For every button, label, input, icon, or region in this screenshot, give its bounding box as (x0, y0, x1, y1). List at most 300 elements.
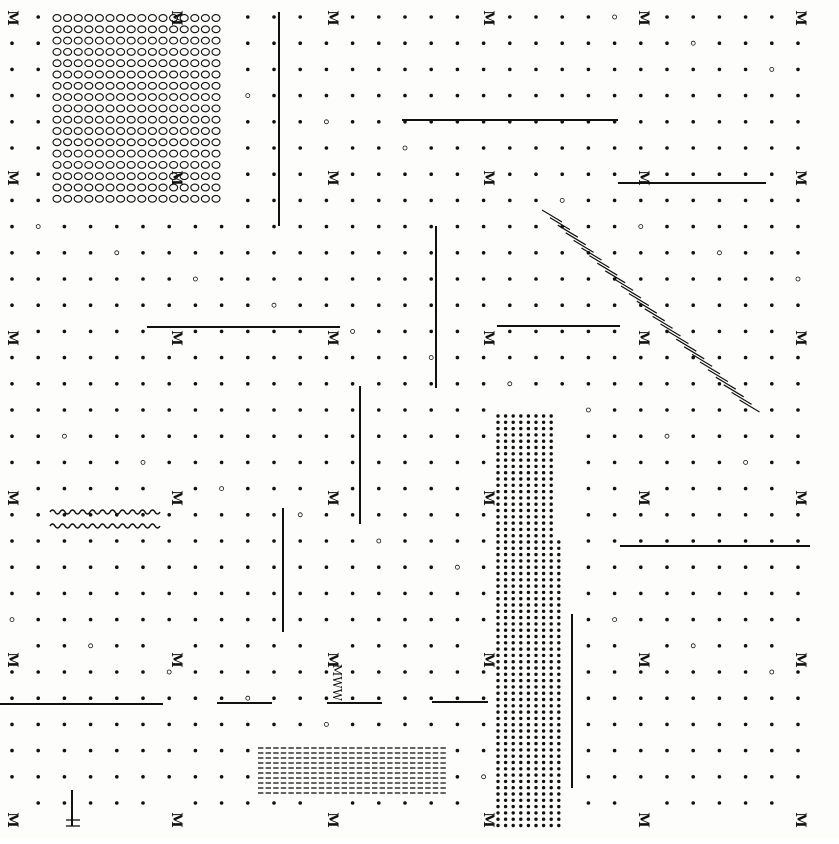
dense-dot (527, 433, 530, 436)
grid-dot (456, 461, 460, 465)
dense-dot (519, 811, 522, 814)
dense-dot (527, 509, 530, 512)
grid-dot (508, 146, 512, 150)
circle-mark (85, 15, 93, 22)
circle-mark (106, 105, 114, 112)
m-marker: M (635, 490, 651, 506)
dense-dot (519, 629, 522, 632)
dense-dot (557, 654, 560, 657)
dense-dot (557, 786, 560, 789)
grid-dot (534, 199, 538, 203)
dense-dot (512, 799, 515, 802)
dense-dot (534, 610, 537, 613)
dense-dot (534, 786, 537, 789)
dense-dot (519, 685, 522, 688)
dense-dot (534, 572, 537, 575)
grid-dot (403, 408, 407, 412)
grid-dot (456, 356, 460, 360)
dense-dot (512, 446, 515, 449)
grid-dot (456, 330, 460, 334)
grid-dot (718, 120, 722, 124)
dense-dot (542, 799, 545, 802)
grid-dot (560, 68, 564, 72)
dense-dot (542, 515, 545, 518)
circle-mark (127, 60, 135, 67)
grid-dot (587, 749, 591, 753)
dense-dot (542, 629, 545, 632)
grid-dot (403, 330, 407, 334)
dense-dot (557, 629, 560, 632)
dense-dot (542, 603, 545, 606)
grid-dot (377, 277, 381, 281)
m-marker: M (4, 812, 20, 828)
circle-mark (53, 37, 61, 44)
grid-dot (115, 592, 119, 596)
grid-dot (10, 749, 14, 753)
grid-dot (456, 15, 460, 19)
grid-dot (63, 487, 67, 491)
grid-dot (167, 618, 171, 622)
dense-dot (504, 723, 507, 726)
grid-dot (429, 94, 433, 98)
grid-dot (141, 251, 145, 255)
grid-dot (613, 565, 617, 569)
dense-dot (527, 534, 530, 537)
grid-dot (167, 723, 171, 727)
circle-mark (159, 82, 167, 89)
dense-dot (504, 578, 507, 581)
grid-dot (587, 303, 591, 307)
grid-dot (403, 41, 407, 45)
grid-dot (770, 356, 774, 360)
dense-dot (542, 742, 545, 745)
m-marker: M (4, 490, 20, 506)
grid-ring (89, 644, 93, 648)
dense-dot (504, 660, 507, 663)
dense-dot (519, 654, 522, 657)
grid-dot (665, 94, 669, 98)
m-marker: M (480, 170, 496, 186)
dense-dot (550, 465, 553, 468)
circle-mark (106, 173, 114, 180)
m-marker: M (168, 330, 184, 346)
grid-dot (770, 801, 774, 805)
m-marker: M (168, 652, 184, 668)
circle-mark (127, 150, 135, 157)
dense-dot (527, 647, 530, 650)
circle-mark (180, 128, 188, 135)
grid-dot (63, 356, 67, 360)
circle-mark (74, 139, 82, 146)
grid-dot (587, 487, 591, 491)
dense-dot (557, 717, 560, 720)
m-marker: M (324, 170, 340, 186)
dense-dot (550, 452, 553, 455)
grid-dot (718, 382, 722, 386)
dense-dot (496, 534, 499, 537)
dense-dot (527, 818, 530, 821)
grid-dot (403, 68, 407, 72)
dense-dot (496, 729, 499, 732)
dense-dot (504, 792, 507, 795)
grid-dot (482, 513, 486, 517)
circle-mark (74, 128, 82, 135)
grid-dot (272, 225, 276, 229)
circle-mark (138, 116, 146, 123)
dense-dot (504, 452, 507, 455)
grid-ring (508, 382, 512, 386)
grid-dot (691, 565, 695, 569)
dense-dot (534, 685, 537, 688)
grid-dot (691, 120, 695, 124)
dense-dot (542, 679, 545, 682)
grid-dot (770, 434, 774, 438)
grid-dot (770, 15, 774, 19)
dense-dot (542, 610, 545, 613)
grid-dot (613, 487, 617, 491)
dense-dot (504, 742, 507, 745)
dense-dot (550, 603, 553, 606)
grid-dot (770, 330, 774, 334)
grid-dot (456, 801, 460, 805)
grid-dot (403, 225, 407, 229)
dense-dot (496, 780, 499, 783)
dense-dot (504, 553, 507, 556)
dense-dot (527, 679, 530, 682)
grid-dot (770, 382, 774, 386)
grid-dot (194, 565, 198, 569)
dense-dot (534, 509, 537, 512)
grid-dot (639, 356, 643, 360)
dense-dot (542, 818, 545, 821)
grid-ring (115, 251, 119, 255)
dense-dot (504, 729, 507, 732)
dense-dot (504, 414, 507, 417)
circle-mark (64, 82, 72, 89)
dense-dot (550, 666, 553, 669)
grid-dot (89, 225, 93, 229)
grid-dot (429, 592, 433, 596)
grid-ring (298, 513, 302, 517)
grid-dot (298, 670, 302, 674)
circle-mark (106, 162, 114, 169)
dense-dot (496, 755, 499, 758)
tilde-wave (50, 524, 160, 528)
grid-dot (194, 696, 198, 700)
grid-dot (377, 565, 381, 569)
grid-dot (665, 251, 669, 255)
grid-dot (770, 251, 774, 255)
grid-dot (272, 565, 276, 569)
grid-dot (115, 408, 119, 412)
circle-mark (148, 128, 156, 135)
dense-dot (550, 811, 553, 814)
dense-dot (550, 704, 553, 707)
grid-dot (351, 461, 355, 465)
grid-dot (351, 41, 355, 45)
dense-dot (519, 521, 522, 524)
dense-dot (550, 755, 553, 758)
dense-dot (519, 723, 522, 726)
dense-dot (519, 578, 522, 581)
circle-mark (159, 139, 167, 146)
grid-dot (744, 723, 748, 727)
dense-dot (519, 559, 522, 562)
grid-dot (665, 356, 669, 360)
dense-dot (527, 440, 530, 443)
circle-mark (85, 49, 93, 56)
dense-dot (557, 780, 560, 783)
grid-dot (482, 461, 486, 465)
grid-dot (665, 618, 669, 622)
grid-dot (718, 749, 722, 753)
grid-dot (220, 382, 224, 386)
grid-dot (377, 120, 381, 124)
grid-dot (691, 618, 695, 622)
circle-mark (106, 150, 114, 157)
circle-mark (127, 15, 135, 22)
grid-dot (246, 644, 250, 648)
grid-dot (36, 696, 40, 700)
grid-dot (63, 723, 67, 727)
circle-mark (127, 26, 135, 33)
circle-mark (170, 139, 178, 146)
dense-dot (519, 792, 522, 795)
grid-dot (167, 225, 171, 229)
dense-dot (519, 647, 522, 650)
dense-dot (550, 729, 553, 732)
circle-mark (74, 71, 82, 78)
grid-dot (115, 723, 119, 727)
grid-dot (325, 251, 329, 255)
dense-dot (550, 818, 553, 821)
circle-mark (148, 105, 156, 112)
circle-mark (117, 15, 125, 22)
grid-dot (560, 277, 564, 281)
dense-dot (496, 811, 499, 814)
grid-dot (691, 461, 695, 465)
dense-dot (504, 427, 507, 430)
dense-dot (527, 723, 530, 726)
grid-dot (744, 539, 748, 543)
dense-dot (512, 679, 515, 682)
dense-dot (557, 824, 560, 827)
dense-dot (550, 521, 553, 524)
dense-dot (550, 440, 553, 443)
dense-dot (542, 509, 545, 512)
grid-dot (403, 513, 407, 517)
grid-dot (298, 94, 302, 98)
grid-ring (796, 277, 800, 281)
dense-dot (512, 748, 515, 751)
dense-dot (512, 786, 515, 789)
grid-dot (167, 382, 171, 386)
dense-dot (557, 748, 560, 751)
dense-dot (542, 786, 545, 789)
grid-dot (63, 461, 67, 465)
dense-dot (557, 799, 560, 802)
grid-dot (613, 330, 617, 334)
grid-dot (639, 120, 643, 124)
grid-dot (456, 487, 460, 491)
circle-mark (85, 173, 93, 180)
circle-mark (201, 71, 209, 78)
grid-dot (403, 199, 407, 203)
grid-dot (325, 434, 329, 438)
slash-mark (700, 362, 720, 374)
m-marker: M (324, 812, 340, 828)
dense-dot (527, 477, 530, 480)
dense-dot (550, 692, 553, 695)
grid-dot (744, 801, 748, 805)
dense-dot (542, 534, 545, 537)
grid-dot (718, 723, 722, 727)
grid-dot (456, 749, 460, 753)
grid-dot (691, 303, 695, 307)
grid-dot (403, 487, 407, 491)
dense-dot (534, 799, 537, 802)
grid-dot (89, 565, 93, 569)
dense-dot (534, 729, 537, 732)
dense-dot (534, 761, 537, 764)
dense-dot (527, 799, 530, 802)
grid-dot (534, 225, 538, 229)
grid-dot (587, 513, 591, 517)
grid-dot (246, 251, 250, 255)
dense-dot (504, 610, 507, 613)
grid-dot (36, 356, 40, 360)
grid-dot (508, 225, 512, 229)
grid-dot (718, 303, 722, 307)
grid-dot (351, 382, 355, 386)
grid-dot (639, 434, 643, 438)
circle-mark (138, 94, 146, 101)
grid-dot (115, 801, 119, 805)
m-marker: M (324, 10, 340, 26)
dense-dot (557, 547, 560, 550)
grid-dot (665, 487, 669, 491)
slash-mark (661, 324, 681, 336)
dense-dot (496, 786, 499, 789)
grid-dot (744, 408, 748, 412)
grid-dot (325, 303, 329, 307)
grid-dot (141, 408, 145, 412)
grid-dot (272, 68, 276, 72)
grid-dot (665, 539, 669, 543)
circle-mark (64, 195, 72, 202)
grid-dot (272, 251, 276, 255)
dense-dot (496, 824, 499, 827)
dense-dot (504, 503, 507, 506)
dense-dot (527, 710, 530, 713)
dense-dot (550, 780, 553, 783)
circle-mark (191, 195, 199, 202)
dense-dot (504, 477, 507, 480)
grid-dot (429, 539, 433, 543)
dense-dot (527, 767, 530, 770)
dense-dot (534, 603, 537, 606)
dense-dot (542, 717, 545, 720)
grid-dot (272, 513, 276, 517)
dense-dot (534, 773, 537, 776)
dense-dot (512, 471, 515, 474)
dense-dot (527, 578, 530, 581)
grid-dot (141, 356, 145, 360)
dense-dot (534, 811, 537, 814)
circle-mark (159, 71, 167, 78)
circle-mark (64, 37, 72, 44)
dense-dot (527, 584, 530, 587)
circle-mark (201, 15, 209, 22)
grid-dot (10, 303, 14, 307)
grid-dot (272, 146, 276, 150)
dense-dot (512, 723, 515, 726)
grid-dot (36, 277, 40, 281)
grid-dot (115, 461, 119, 465)
dense-dot (557, 742, 560, 745)
dense-dot (534, 780, 537, 783)
dense-dot (542, 729, 545, 732)
grid-dot (167, 303, 171, 307)
grid-dot (456, 513, 460, 517)
grid-dot (272, 801, 276, 805)
grid-dot (718, 513, 722, 517)
grid-dot (141, 539, 145, 543)
circle-mark (53, 184, 61, 191)
grid-dot (167, 539, 171, 543)
dense-dot (534, 736, 537, 739)
grid-dot (587, 330, 591, 334)
dense-dot (496, 427, 499, 430)
grid-dot (89, 670, 93, 674)
circle-mark (64, 150, 72, 157)
grid-dot (587, 146, 591, 150)
grid-dot (665, 592, 669, 596)
grid-dot (403, 251, 407, 255)
grid-dot (560, 172, 564, 176)
dense-dot (504, 471, 507, 474)
dense-dot (550, 427, 553, 430)
grid-dot (246, 565, 250, 569)
grid-dot (718, 539, 722, 543)
dense-dot (550, 540, 553, 543)
dense-dot (550, 673, 553, 676)
circle-mark (117, 26, 125, 33)
circle-mark (159, 60, 167, 67)
circle-mark (95, 184, 103, 191)
grid-dot (10, 775, 14, 779)
grid-dot (744, 199, 748, 203)
grid-dot (10, 723, 14, 727)
grid-ring (324, 120, 328, 124)
grid-dot (246, 408, 250, 412)
extra-marks (50, 510, 446, 826)
dense-dot (542, 666, 545, 669)
dense-dot (550, 824, 553, 827)
grid-dot (744, 251, 748, 255)
circle-mark (159, 105, 167, 112)
dense-dot (550, 509, 553, 512)
grid-dot (613, 94, 617, 98)
grid-dot (220, 539, 224, 543)
grid-dot (36, 592, 40, 596)
grid-dot (665, 723, 669, 727)
dense-dot (527, 811, 530, 814)
dense-dot (534, 755, 537, 758)
grid-dot (665, 330, 669, 334)
grid-dot (36, 408, 40, 412)
dense-dot (534, 792, 537, 795)
